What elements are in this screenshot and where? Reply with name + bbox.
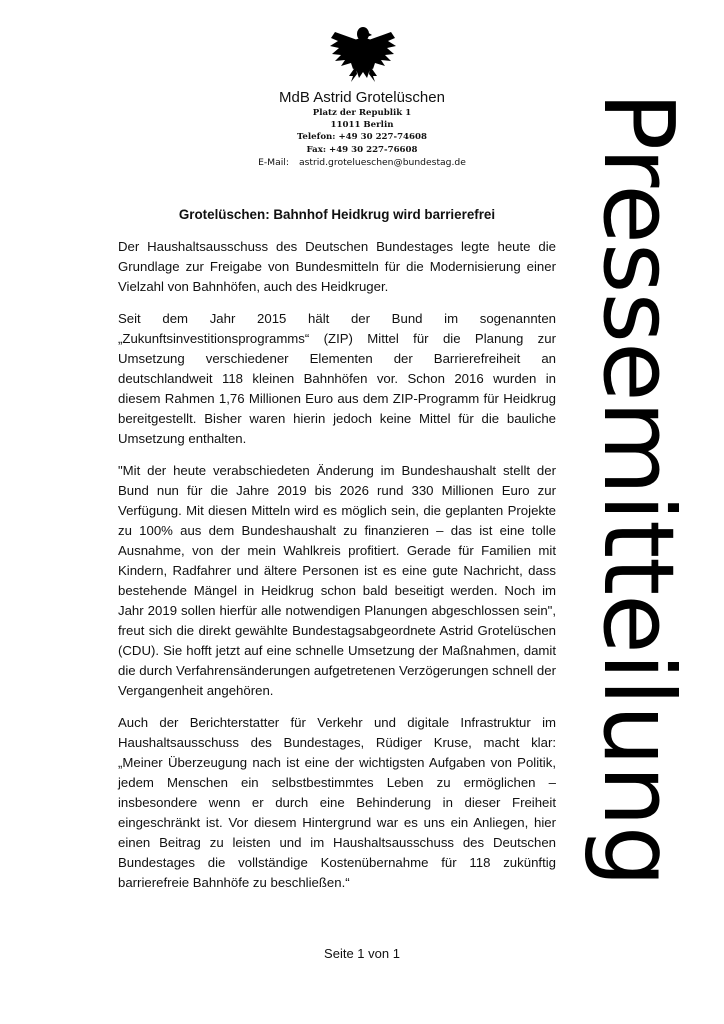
headline: Grotelüschen: Bahnhof Heidkrug wird barrierefrei bbox=[178, 207, 496, 222]
federal-eagle-icon bbox=[329, 22, 397, 88]
email-label: E-Mail: bbox=[258, 156, 289, 168]
page-number: Seite 1 von 1 bbox=[324, 946, 400, 961]
paragraph: Seit dem Jahr 2015 hält der Bund im sogenannten „Zukunftsinvestitionsprogramms“ (ZIP) Mittel für die Planung zur Umsetzung verschiedener Elementen der Barrierefreiheit an deutschlandweit 118 kleinen Bahnhöfen vor. Schon 2016 wurden in diesem Rahmen 1,76 Millionen Euro aus dem ZIP-Programm für Heidkrug bereitgestellt. Bisher waren hierin jedoch keine Mittel für die bauliche Umsetzung enthalten. bbox=[118, 311, 556, 446]
paragraph: Der Haushaltsausschuss des Deutschen Bundestages legte heute die Grundlage zur Freigabe von Bundesmitteln für die Modernisierung einer Vielzahl von Bahnhöfen, auch des Heidkruger. bbox=[118, 239, 556, 294]
address-city: 11011 Berlin bbox=[330, 120, 394, 131]
side-title: Pressemitteilung bbox=[582, 91, 695, 887]
paragraph: "Mit der heute verabschiedeten Änderung im Bundeshaushalt stellt der Bund nun für die Jahre 2019 bis 2026 rund 330 Millionen Euro zur Verfügung. Mit diesen Mitteln wird es möglich sein, die geplanten Projekte zu 100% aus dem Bundeshaushalt zu finanzieren – das ist eine tolle Ausnahme, von der mein Wahlkreis profitiert. Gerade für Familien mit Kindern, Radfahrer und ältere Personen ist es eine gute Nachricht, dass bestehende Mängel in Heidkrug schon bald beseitigt werden. Noch im Jahr 2019 sollen hierfür alle notwendigen Planungen abgeschlossen sein", freut sich die direkt gewählte Bundestagsabgeordnete Astrid Grotelüschen (CDU). Sie hofft jetzt auf eine schnelle Umsetzung der Maßnahmen, damit die durch Verfahrensänderungen aufgetretenen Verzögerungen schnell der Vergangenheit angehören. bbox=[118, 463, 556, 698]
press-release-body bbox=[118, 206, 556, 905]
side-title-container bbox=[578, 91, 698, 887]
address-street: Platz der Republik 1 bbox=[312, 108, 412, 118]
paragraph: Auch der Berichterstatter für Verkehr und digitale Infrastruktur im Haushaltsausschuss des Bundestages, Rüdiger Kruse, macht klar: „Meiner Überzeugung nach ist eine der wichtigsten Aufgaben von Politik, jedem Menschen ein selbstbestimmtes Leben zu ermöglichen – insbesondere wenn er durch eine Behinderung in dieser Freiheit eingeschränkt ist. Vor diesem Hintergrund war es uns ein Anliegen, hier einen Beitrag zu leisten und im Haushaltsausschuss des Deutschen Bundestages die vollständige Kostenübernahme für 118 zukünftig barrierefreie Bahnhöfe zu beschließen.“ bbox=[118, 715, 556, 890]
letterhead bbox=[180, 88, 544, 170]
email-address: astrid.grotelueschen@bundestag.de bbox=[298, 156, 466, 168]
fax-number: Fax: +49 30 227-76608 bbox=[306, 144, 418, 155]
email-line bbox=[180, 156, 544, 170]
office-name: MdB Astrid Grotelüschen bbox=[279, 89, 445, 106]
phone-number: Telefon: +49 30 227-74608 bbox=[297, 132, 427, 143]
